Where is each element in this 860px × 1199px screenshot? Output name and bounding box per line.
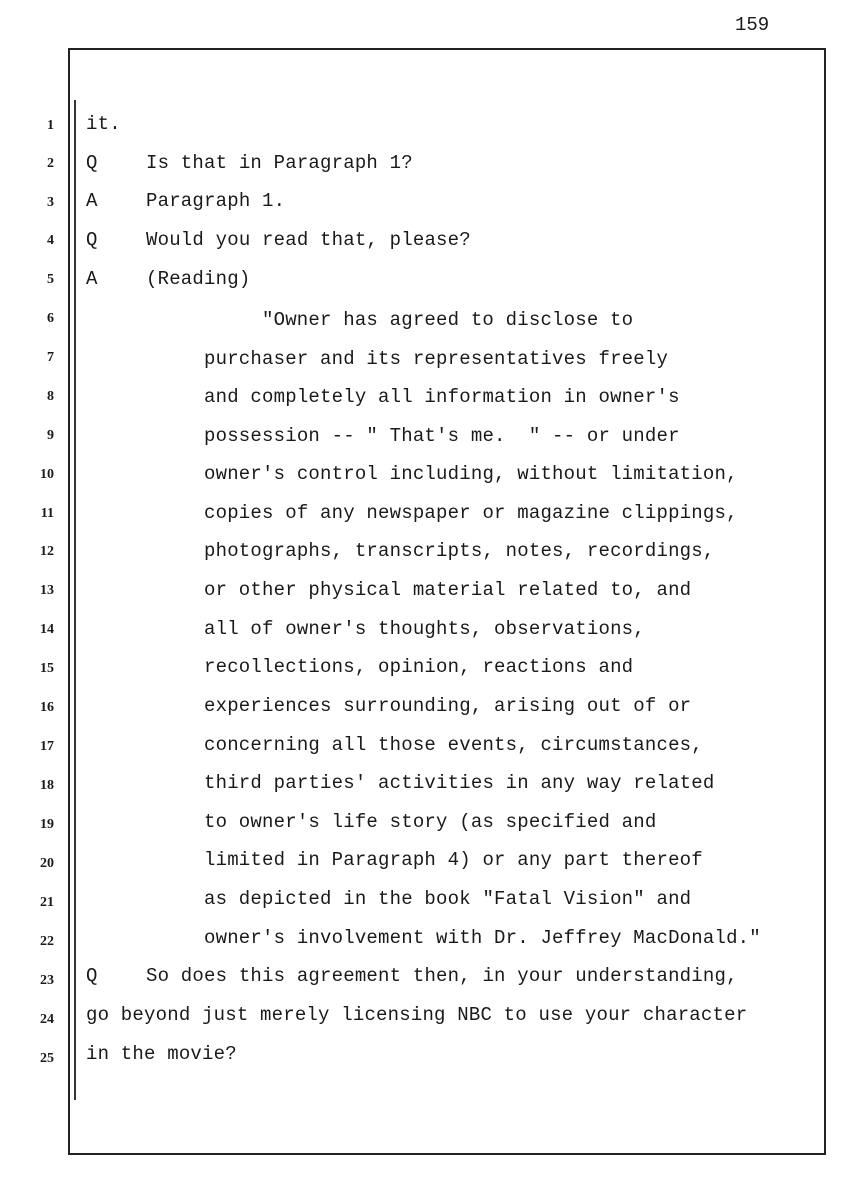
line-number: 16: [40, 700, 54, 715]
speaker-label: A: [86, 190, 98, 212]
transcript-line: Would you read that, please?: [146, 229, 471, 251]
line-number: 22: [40, 934, 54, 949]
transcript-line: (Reading): [146, 268, 251, 290]
line-number: 19: [40, 817, 54, 832]
line-number: 8: [47, 389, 54, 404]
transcript-line: possession -- " That's me. " -- or under: [204, 425, 680, 447]
line-number: 1: [47, 118, 54, 133]
transcript-frame: [68, 48, 826, 1155]
transcript-line: or other physical material related to, and: [204, 579, 692, 601]
line-number: 12: [40, 544, 54, 559]
line-number: 5: [47, 272, 54, 287]
line-number: 9: [47, 428, 54, 443]
transcript-line: So does this agreement then, in your understanding,: [146, 965, 738, 987]
line-number: 7: [47, 350, 54, 365]
line-number: 15: [40, 661, 54, 676]
speaker-label: Q: [86, 152, 98, 174]
transcript-line: owner's involvement with Dr. Jeffrey MacDonald.": [204, 927, 761, 949]
transcript-line: and completely all information in owner's: [204, 386, 680, 408]
transcript-line: concerning all those events, circumstances,: [204, 734, 703, 756]
transcript-line: copies of any newspaper or magazine clippings,: [204, 502, 738, 524]
transcript-line: photographs, transcripts, notes, recordings,: [204, 540, 715, 562]
speaker-label: Q: [86, 965, 98, 987]
line-number: 18: [40, 778, 54, 793]
transcript-line: as depicted in the book "Fatal Vision" and: [204, 888, 692, 910]
transcript-line: go beyond just merely licensing NBC to use your character: [86, 1004, 748, 1026]
line-number: 17: [40, 739, 54, 754]
transcript-line: recollections, opinion, reactions and: [204, 656, 634, 678]
transcript-line: experiences surrounding, arising out of or: [204, 695, 692, 717]
transcript-line: Is that in Paragraph 1?: [146, 152, 413, 174]
line-number: 14: [40, 622, 54, 637]
transcript-line: to owner's life story (as specified and: [204, 811, 657, 833]
line-number: 6: [47, 311, 54, 326]
speaker-label: Q: [86, 229, 98, 251]
transcript-line: in the movie?: [86, 1043, 237, 1065]
page-number: 159: [735, 14, 770, 36]
line-number: 2: [47, 156, 54, 171]
margin-rule: [74, 100, 76, 1100]
line-number: 3: [47, 195, 54, 210]
speaker-label: A: [86, 268, 98, 290]
line-number: 13: [40, 583, 54, 598]
transcript-line: third parties' activities in any way related: [204, 772, 715, 794]
line-number: 10: [40, 467, 54, 482]
transcript-line: Paragraph 1.: [146, 190, 286, 212]
transcript-line: "Owner has agreed to disclose to: [262, 309, 634, 331]
line-number: 21: [40, 895, 54, 910]
line-number: 11: [40, 506, 54, 521]
line-number: 4: [47, 233, 54, 248]
line-number: 23: [40, 973, 54, 988]
line-number: 24: [40, 1012, 54, 1027]
line-number: 20: [40, 856, 54, 871]
transcript-line: owner's control including, without limitation,: [204, 463, 738, 485]
transcript-line: purchaser and its representatives freely: [204, 348, 669, 370]
transcript-line: all of owner's thoughts, observations,: [204, 618, 645, 640]
transcript-line: limited in Paragraph 4) or any part thereof: [204, 849, 703, 871]
line-number: 25: [40, 1051, 54, 1066]
transcript-line: it.: [86, 113, 121, 135]
